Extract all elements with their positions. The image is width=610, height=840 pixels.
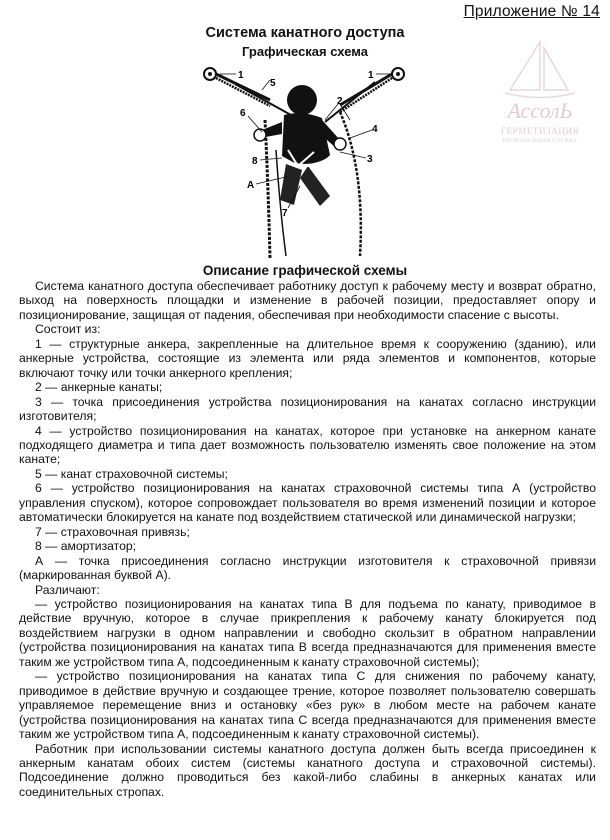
anchor-left-icon	[204, 68, 216, 80]
anchor-right-icon	[392, 68, 404, 80]
page-title: Система канатного доступа	[205, 25, 405, 41]
consists-heading: Состоит из:	[35, 322, 101, 337]
final-paragraph: Работник при использовании системы канатного доступа должен быть всегда присоединен к анкерным канатам обоих систем (системы канатного доступа и страховочной системы). Подсоединение должно проводиться без какой-либо слабины в анкерных канатах или соединительных стропах.	[19, 741, 596, 799]
item-6: 6 — устройство позиционирования на канатах страховочной системы типа А (устройство управления спуском), которое сопровождает пользователя во время изменений позиции и которое автоматически блокируется на канате под воздействием статической или динамической нагрузки;	[19, 481, 596, 525]
label-a: A	[247, 180, 255, 191]
label-3: 3	[367, 154, 373, 165]
label-6: 6	[240, 108, 246, 119]
description-title: Описание графической схемы	[202, 263, 408, 278]
watermark-line2: РЕГИОНАЛЬНАЯ СЛУЖБА	[502, 138, 578, 144]
watermark-line1: ГЕРМЕТИЗАЦИЯ	[500, 126, 580, 136]
type-b-paragraph: — устройство позиционирования на канатах типа В для подъема по канату, приводимое в действие вручную, которое в случае прикрепления к рабочему канату блокируется под воздействием нагрузки в одном направлении и свободно скользит в обратном направлении (устройства позиционирования на канатах типа В всегда предназначаются для применения вместе таким же устройством типа А, подсоединенным к канату страховочной системы);	[19, 596, 596, 669]
watermark-brand: АссолЬ	[507, 98, 573, 123]
label-1-right: 1	[368, 70, 374, 81]
label-4: 4	[372, 124, 378, 135]
distinguish-heading: Различают:	[35, 582, 100, 597]
label-1-left: 1	[238, 70, 244, 81]
item-a: А — точка присоединения согласно инструкции изготовителя к страховочной привязи (маркированная буквой А).	[19, 553, 596, 583]
label-2: 2	[337, 96, 343, 107]
item-8: 8 — амортизатор;	[35, 539, 137, 554]
item-4: 4 — устройство позиционирования на канатах, которое при установке на анкерном канате подходящего диаметра и типа дает возможность пользователю изменять свое положение на этом канате;	[19, 423, 596, 467]
item-3: 3 — точка присоединения устройства позиционирования на канатах согласно инструкции изготовителя;	[19, 394, 596, 424]
rope-access-diagram	[190, 60, 420, 265]
page-subtitle: Графическая схема	[242, 44, 368, 59]
item-2: 2 — анкерные канаты;	[35, 380, 163, 395]
item-5: 5 — канат страховочной системы;	[35, 466, 228, 481]
appendix-number: Приложение № 14	[463, 3, 600, 20]
item-1: 1 — структурные анкера, закрепленные на длительное время к сооружению (зданию), или анкерные устройства, состоящие из элемента или ряда элементов и компонентов, которые включают точку или точки анкерного крепления;	[19, 336, 596, 380]
label-7: 7	[282, 208, 288, 219]
description-body	[19, 279, 596, 799]
watermark-logo	[480, 40, 600, 155]
label-5: 5	[270, 78, 276, 89]
type-c-paragraph: — устройство позиционирования на канатах типа С для снижения по рабочему канату, приводимое в действие вручную и создающее трение, которое позволяет пользователю совершать управляемое перемещение вниз и остановку «без рук» в любом месте на рабочем канате (устройства позиционирования на канатах типа С всегда предназначаются для применения вместе таким же устройством типа А, подсоединенным к канату страховочной системы).	[19, 669, 596, 742]
item-7: 7 — страховочная привязь;	[35, 524, 190, 539]
sailboat-icon	[480, 40, 600, 100]
intro-paragraph: Система канатного доступа обеспечивает работнику доступ к рабочему месту и возврат обратно, выход на поверхность площадки и изменение в рабочей позиции, предоставляет опору и позиционирование, защищая от падения, обеспечивая при необходимости спасение с высоты.	[19, 279, 596, 322]
label-8: 8	[252, 156, 258, 167]
